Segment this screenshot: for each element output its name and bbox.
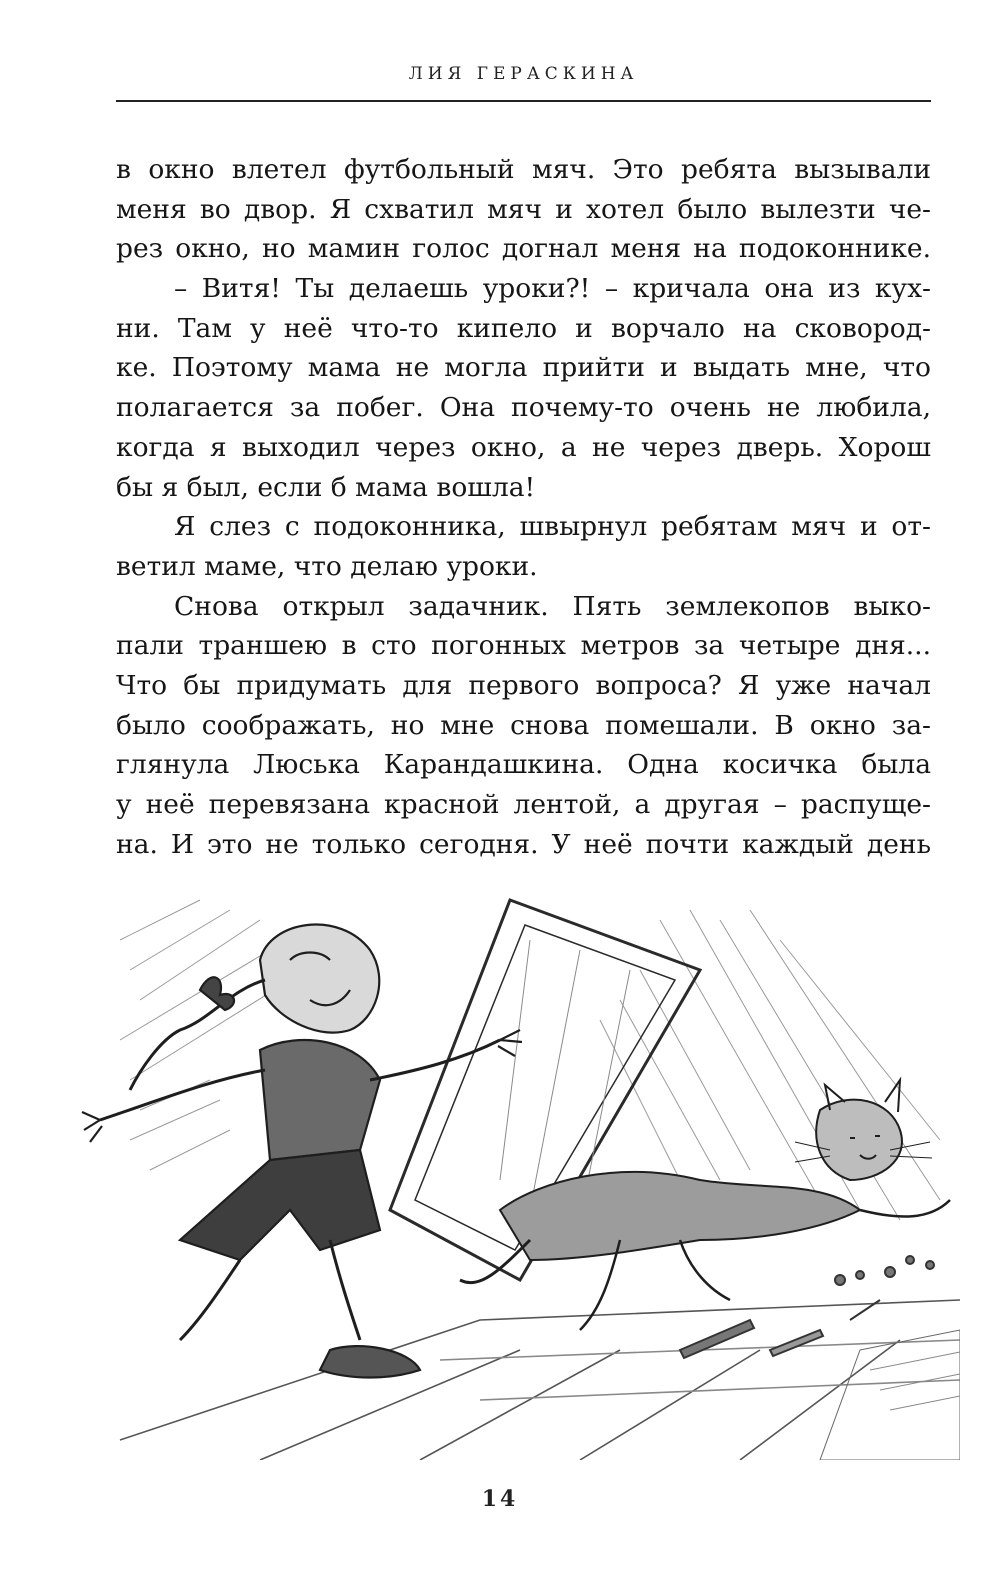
text-line: Я слез с подоконника, швырнул ребятам мяч и от-: [174, 511, 931, 543]
text-line: Снова открыл задачник. Пять землекопов выко-: [174, 590, 931, 622]
cat-figure: [460, 1080, 950, 1330]
scattered-pencils: [680, 1256, 960, 1460]
text-line: когда я выходил через окно, а не через дверь. Хорош: [116, 431, 931, 463]
background-hatching: [120, 900, 940, 1220]
text-line: бы я был, если б мама вошла!: [116, 471, 536, 503]
text-line: ни. Там у неё что-то кипело и ворчало на сковород-: [116, 312, 931, 344]
text-line: на. И это не только сегодня. У неё почти каждый день: [116, 828, 931, 860]
text-line: в окно влетел футбольный мяч. Это ребята вызывали: [116, 154, 931, 185]
page-number: 14: [481, 1486, 519, 1512]
text-line: у неё перевязана красной лентой, а другая – распуще-: [116, 789, 931, 820]
text-line: ветил маме, что делаю уроки.: [116, 550, 538, 582]
text-line: рез окно, но мамин голос догнал меня на подоконнике.: [116, 233, 931, 265]
illustration-girl-window-cat: [60, 880, 960, 1460]
text-line: меня во двор. Я схватил мяч и хотел было вылезти че-: [116, 193, 931, 225]
text-line: было соображать, но мне снова помешали. В окно за-: [116, 709, 931, 741]
text-line: ке. Поэтому мама не могла прийти и выдать мне, что: [116, 352, 931, 384]
girl-figure: [82, 925, 522, 1378]
running-head: ЛИЯ ГЕРАСКИНА: [408, 64, 639, 84]
header-rule: [116, 100, 931, 102]
floor: [120, 1300, 960, 1460]
text-line: – Витя! Ты делаешь уроки?! – кричала она из кух-: [174, 273, 931, 305]
text-line: глянула Люська Карандашкина. Одна косичка была: [116, 749, 931, 781]
text-line: Что бы придумать для первого вопроса? Я уже начал: [116, 669, 931, 701]
text-line: полагается за побег. Она почему-то очень не любила,: [116, 392, 931, 424]
body-text: [116, 150, 931, 864]
text-line: пали траншею в сто погонных метров за четыре дня...: [116, 630, 931, 662]
